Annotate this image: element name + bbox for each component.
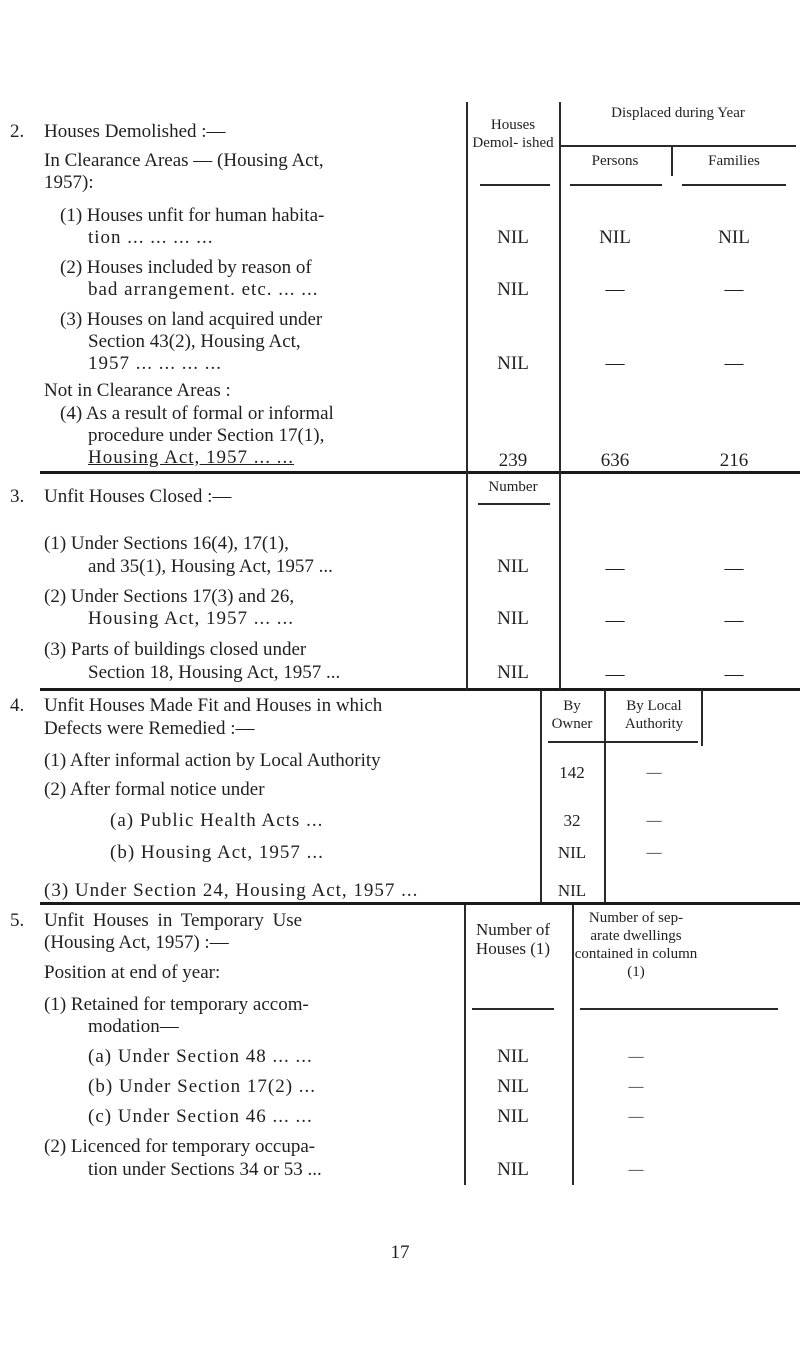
cell-value: —: [646, 813, 662, 829]
cell-value: NIL: [557, 881, 587, 900]
cell-value: —: [724, 664, 744, 685]
cell-value: NIL: [497, 556, 529, 577]
section-divider: [40, 688, 800, 691]
cell-value: NIL: [497, 1106, 529, 1127]
item-text: procedure under Section 17(1),: [88, 425, 325, 446]
clearance-areas-label: In Clearance Areas — (Housing Act,: [44, 150, 324, 171]
item-text: (a) Public Health Acts ...: [110, 810, 324, 831]
section-heading: Houses Demolished :—: [44, 121, 226, 142]
item-text: tion under Sections 34 or 53 ...: [88, 1159, 322, 1180]
cell-value: —: [605, 558, 625, 579]
column-header-houses-demolished: Houses Demol- ished: [472, 117, 554, 151]
item-text: Housing Act, 1957 ... ...: [88, 608, 295, 629]
cell-value: NIL: [497, 662, 529, 683]
cell-value: 32: [563, 811, 581, 830]
cell-value: —: [605, 610, 625, 631]
item-text: (1) Under Sections 16(4), 17(1),: [44, 533, 289, 554]
cell-value: 239: [498, 450, 528, 471]
cell-value: NIL: [497, 279, 529, 300]
column-rule: [464, 905, 466, 1185]
item-text: (a) Under Section 48 ... ...: [88, 1046, 313, 1067]
cell-value: —: [724, 353, 744, 374]
cell-value: —: [646, 765, 662, 781]
item-text: and 35(1), Housing Act, 1957 ...: [88, 556, 333, 577]
cell-value: NIL: [557, 843, 587, 862]
cell-value: NIL: [718, 227, 750, 248]
divider: [560, 145, 796, 147]
column-rule: [701, 690, 703, 746]
column-rule: [540, 690, 542, 902]
cell-value: 216: [719, 450, 749, 471]
column-header-by-local-authority: By Local Authority: [624, 698, 684, 732]
position-label: Position at end of year:: [44, 962, 221, 983]
cell-value: —: [605, 664, 625, 685]
column-header-number: Number: [488, 479, 538, 495]
item-text: Housing Act, 1957 ... ...: [88, 447, 295, 468]
divider: [570, 184, 662, 186]
divider: [472, 1008, 554, 1010]
section-heading-cont: (Housing Act, 1957) :—: [44, 932, 229, 953]
divider: [580, 1008, 778, 1010]
section-heading: Unfit Houses Closed :—: [44, 486, 232, 507]
cell-value: —: [646, 845, 662, 861]
section-number: 3.: [10, 486, 25, 507]
cell-value: —: [628, 1079, 644, 1095]
column-header-displaced: Displaced during Year: [611, 105, 745, 121]
section-number: 2.: [10, 121, 25, 142]
cell-value: NIL: [497, 227, 529, 248]
cell-value: —: [628, 1109, 644, 1125]
item-text: (1) Houses unfit for human habita-: [60, 205, 325, 226]
item-text: (3) Under Section 24, Housing Act, 1957 ...: [44, 880, 419, 901]
item-text: modation—: [88, 1016, 179, 1037]
item-text: (2) Licenced for temporary occupa-: [44, 1136, 316, 1157]
cell-value: NIL: [497, 353, 529, 374]
cell-value: NIL: [497, 608, 529, 629]
divider: [480, 184, 550, 186]
item-text: (b) Housing Act, 1957 ...: [110, 842, 324, 863]
cell-value: 142: [559, 763, 585, 782]
column-rule: [671, 146, 673, 176]
item-text: Section 43(2), Housing Act,: [88, 331, 301, 352]
cell-value: —: [724, 610, 744, 631]
cell-value: NIL: [497, 1046, 529, 1067]
column-rule: [559, 102, 561, 689]
item-text: 1957 ... ... ... ...: [88, 353, 222, 374]
cell-value: —: [605, 279, 625, 300]
item-text: (c) Under Section 46 ... ...: [88, 1106, 313, 1127]
column-header-separate-dwellings: Number of sep- arate dwellings contained in column (1): [574, 910, 698, 980]
column-header-families: Families: [708, 153, 760, 169]
cell-value: 636: [600, 450, 630, 471]
cell-value: —: [724, 279, 744, 300]
cell-value: —: [605, 353, 625, 374]
column-rule: [604, 690, 606, 902]
divider: [548, 741, 698, 743]
section-number: 5.: [10, 910, 25, 931]
item-text: (2) Houses included by reason of: [60, 257, 312, 278]
cell-value: —: [724, 558, 744, 579]
item-text: (b) Under Section 17(2) ...: [88, 1076, 317, 1097]
cell-value: NIL: [497, 1076, 529, 1097]
not-clearance-label: Not in Clearance Areas :: [44, 380, 231, 401]
section-divider: [40, 471, 800, 474]
item-text: (2) After formal notice under: [44, 779, 265, 800]
section-heading: Unfit Houses Made Fit and Houses in which: [44, 695, 383, 716]
section-number: 4.: [10, 695, 25, 716]
cell-value: NIL: [599, 227, 631, 248]
item-text: (3) Parts of buildings closed under: [44, 639, 307, 660]
cell-value: —: [628, 1162, 644, 1178]
item-text: (4) As a result of formal or informal: [60, 403, 334, 424]
column-header-by-owner: By Owner: [551, 698, 593, 732]
column-header-number-of-houses: Number of Houses (1): [475, 920, 551, 958]
divider: [478, 503, 550, 505]
page-number: 17: [390, 1242, 410, 1263]
item-text: (3) Houses on land acquired under: [60, 309, 323, 330]
section-heading: Unfit Houses in Temporary Use: [44, 910, 303, 931]
cell-value: NIL: [497, 1159, 529, 1180]
column-header-persons: Persons: [591, 153, 639, 169]
cell-value: —: [628, 1049, 644, 1065]
column-rule: [466, 102, 468, 689]
column-rule: [572, 905, 574, 1185]
item-text: tion ... ... ... ...: [88, 227, 214, 248]
section-heading-cont: Defects were Remedied :—: [44, 718, 255, 739]
item-text: Section 18, Housing Act, 1957 ...: [88, 662, 341, 683]
clearance-areas-label-cont: 1957):: [44, 172, 94, 193]
item-text: (2) Under Sections 17(3) and 26,: [44, 586, 295, 607]
section-divider: [40, 902, 800, 905]
item-text: (1) After informal action by Local Authority: [44, 750, 381, 771]
divider: [682, 184, 786, 186]
item-text: (1) Retained for temporary accom-: [44, 994, 309, 1015]
item-text: bad arrangement. etc. ... ...: [88, 279, 319, 300]
